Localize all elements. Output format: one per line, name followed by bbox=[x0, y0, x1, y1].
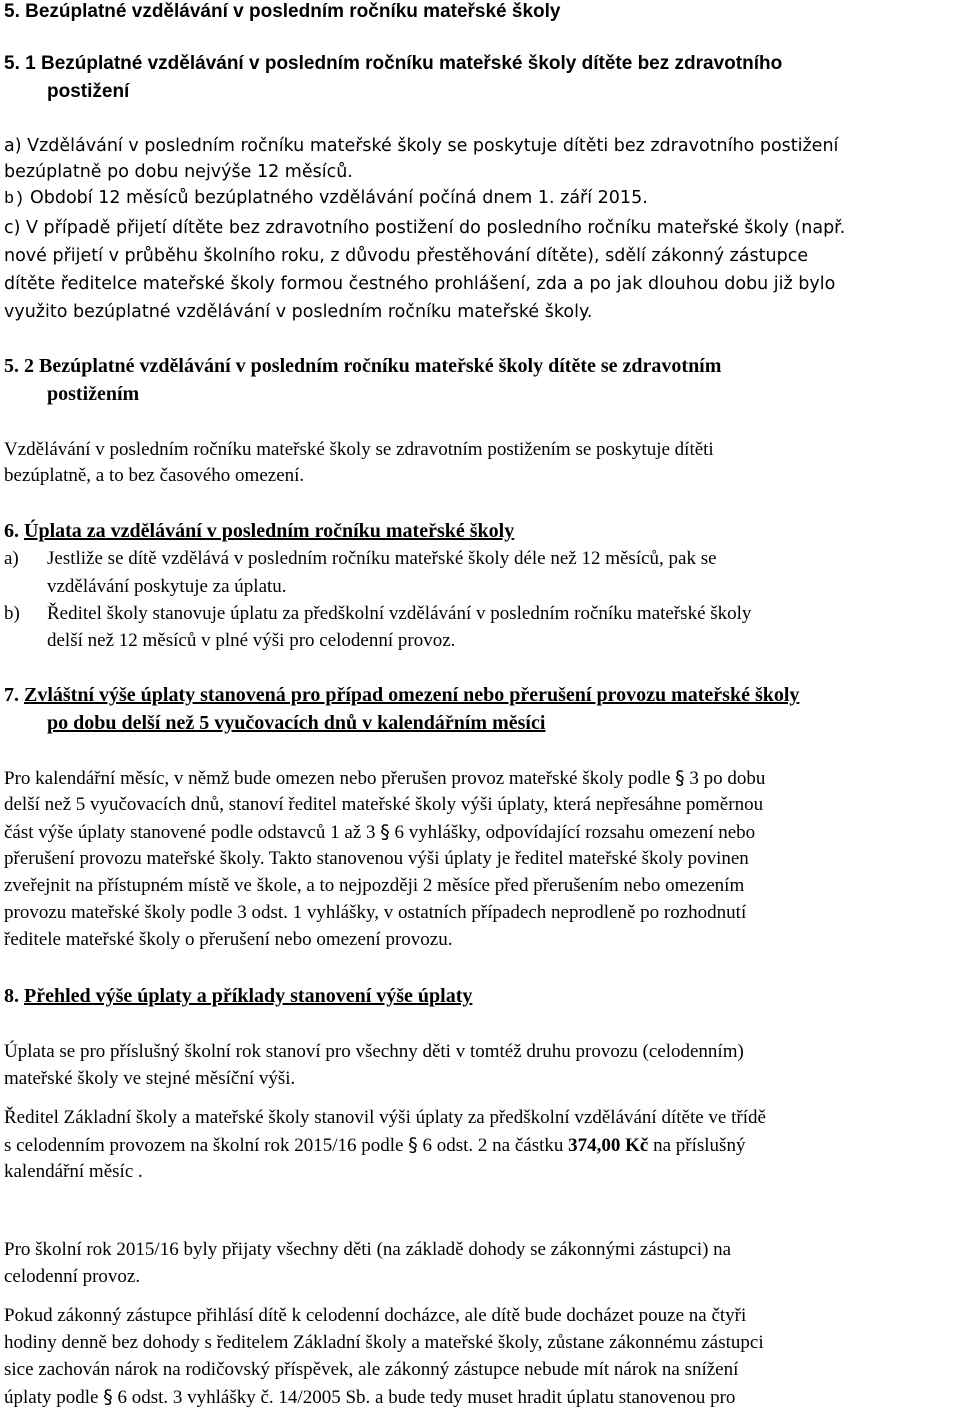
section-5-1-number: 5. 1 bbox=[4, 53, 41, 74]
item-5-1-c-line1: c) V případě přijetí dítěte bez zdravotního postižení do posledního ročníku mateřské školy (např. bbox=[4, 218, 846, 238]
section-8-p1-line1 bbox=[4, 1040, 956, 1064]
section-8-heading-text: Přehled výše úplaty a příklady stanovení výše úplaty bbox=[24, 985, 473, 1007]
section-5-2-paragraph-line2: bezúplatně, a to bez časového omezení. bbox=[4, 465, 305, 486]
section-7-line3-start: část výše úplaty stanovené podle odstavců 1 až 3 bbox=[4, 822, 381, 843]
section-5-2-heading-line2: postižením bbox=[47, 383, 140, 405]
section-7-paragraph-line4: přerušení provozu mateřské školy. Takto stanovenou výši úplaty je ředitel mateřské školy povinen bbox=[4, 848, 749, 869]
section-8-p2-line2-end: na příslušný bbox=[648, 1135, 746, 1156]
item-5-1-c-line2: nové přijetí v průběhu školního roku, z důvodu přestěhování dítěte), sdělí zákonný zástupce bbox=[4, 246, 809, 266]
item-5-1-a-line1: a) Vzdělávání v posledním ročníku mateřské školy se poskytuje dítěti bez zdravotního postižení bbox=[4, 136, 839, 156]
section-5-2-heading-line1: 2 Bezúplatné vzdělávání v posledním ročníku mateřské školy dítěte se zdravotním bbox=[24, 355, 722, 377]
section-8-p4-line2: hodiny denně bez dohody s ředitelem Základní školy a mateřské školy, zůstane zákonnému zástupci bbox=[4, 1332, 764, 1353]
section-5-2-number: 5. bbox=[4, 355, 24, 377]
section-6-heading-text: Úplata za vzdělávání v posledním ročníku mateřské školy bbox=[24, 520, 515, 542]
section-8-p4-line1: Pokud zákonný zástupce přihlásí dítě k celodenní docházce, ale dítě bude docházet pouze na čtyři bbox=[4, 1305, 747, 1326]
section-7-heading-line1: Zvláštní výše úplaty stanovená pro případ omezení nebo přerušení provozu mateřské školy bbox=[24, 684, 800, 706]
section-8-p2-line2-start: s celodenním provozem na školní rok 2015/16 podle bbox=[4, 1135, 409, 1156]
item-6-a-line1: Jestliže se dítě vzdělává v posledním ročníku mateřské školy déle než 12 měsíců, pak se bbox=[47, 548, 717, 569]
item-6-a-line2: vzdělávání poskytuje za úplatu. bbox=[47, 576, 287, 597]
section-5-2-paragraph-line1: Vzdělávání v posledním ročníku mateřské školy se zdravotním postižením se poskytuje dítěti bbox=[4, 439, 714, 460]
item-6-b-line1: Ředitel školy stanovuje úplatu za předškolní vzdělávání v posledním ročníku mateřské školy bbox=[47, 603, 752, 624]
section-5-1-heading-line1: Bezúplatné vzdělávání v posledním ročníku mateřské školy dítěte bez zdravotního bbox=[40, 53, 783, 74]
section-sign: § bbox=[380, 821, 390, 843]
section-8-p4-line4-end: 6 odst. 3 vyhlášky č. 14/2005 Sb. a bude tedy muset hradit úplatu stanovenou pro bbox=[112, 1387, 736, 1408]
section-8-p1-line2: mateřské školy ve stejné měsíční výši. bbox=[4, 1068, 296, 1089]
section-5-2-heading bbox=[4, 354, 721, 378]
section-7-paragraph-line7: ředitele mateřské školy o přerušení nebo omezení provozu. bbox=[4, 929, 453, 950]
section-7-line3-end: 6 vyhlášky, odpovídající rozsahu omezení nebo bbox=[389, 822, 756, 843]
section-sign: § bbox=[408, 1134, 418, 1156]
section-8-p1-line1-text: Úplata se pro příslušný školní rok stanoví pro všechny děti v tomtéž druhu provozu (celodenním) bbox=[4, 1041, 744, 1062]
section-7-paragraph-line2: delší než 5 vyučovacích dnů, stanoví ředitel mateřské školy výši úplaty, která nepřesáhne poměrnou bbox=[4, 794, 764, 815]
section-6-number: 6. bbox=[4, 520, 24, 542]
section-8-p2-line2 bbox=[4, 1133, 745, 1158]
item-5-1-b-text: Období 12 měsíců bezúplatného vzdělávání počíná dnem 1. září 2015. bbox=[24, 188, 648, 208]
section-8-p2-line3: kalendářní měsíc . bbox=[4, 1161, 143, 1182]
section-7-paragraph-line5: zveřejnit na přístupném místě ve škole, a to nejpozději 2 měsíce před přerušením nebo omezením bbox=[4, 875, 745, 896]
item-6-b-marker: b) bbox=[4, 603, 20, 624]
item-6-b-line2: delší než 12 měsíců v plné výši pro celodenní provoz. bbox=[47, 630, 456, 651]
section-8-p3-line2: celodenní provoz. bbox=[4, 1266, 141, 1287]
section-8-p4-line4-start: úplaty podle bbox=[4, 1387, 104, 1408]
item-5-1-c-line3: dítěte ředitelce mateřské školy formou čestného prohlášení, zda a po jak dlouhou dobu již bylo bbox=[4, 274, 836, 294]
section-7-line1-start: Pro kalendářní měsíc, v němž bude omezen nebo přerušen provoz mateřské školy podle bbox=[4, 768, 676, 789]
section-7-heading-line2 bbox=[47, 711, 545, 735]
item-5-1-c-line4: využito bezúplatné vzdělávání v posledním ročníku mateřské školy. bbox=[4, 302, 593, 322]
section-5-title: 5. Bezúplatné vzdělávání v posledním ročníku mateřské školy bbox=[4, 1, 561, 22]
fee-amount: 374,00 Kč bbox=[568, 1135, 649, 1156]
section-7-line1-end: 3 po dobu bbox=[684, 768, 766, 789]
item-6-a-marker: a) bbox=[4, 548, 19, 569]
item-5-1-b bbox=[4, 186, 648, 212]
section-8-p4-line4 bbox=[4, 1385, 735, 1410]
section-8-p4-line3: sice zachován nárok na rodičovský příspěvek, ale zákonný zástupce nebude mít nárok na snížení bbox=[4, 1359, 739, 1380]
item-5-1-a-line2: bezúplatně po dobu nejvýše 12 měsíců. bbox=[4, 162, 353, 182]
section-5-1-heading bbox=[4, 52, 782, 76]
section-sign: § bbox=[675, 767, 685, 789]
section-8-p2-line1: Ředitel Základní školy a mateřské školy stanovil výši úplaty za předškolní vzdělávání dítěte ve třídě bbox=[4, 1107, 766, 1128]
section-8-p2-line2-mid: 6 odst. 2 na částku bbox=[417, 1135, 569, 1156]
section-8-number: 8. bbox=[4, 985, 24, 1007]
section-sign: § bbox=[103, 1386, 113, 1408]
section-6-heading bbox=[4, 519, 514, 543]
section-7-heading bbox=[4, 683, 799, 707]
section-7-number: 7. bbox=[4, 684, 24, 706]
item-5-1-b-marker: b) bbox=[4, 190, 25, 209]
section-7-paragraph-line3 bbox=[4, 820, 755, 845]
section-8-heading bbox=[4, 984, 472, 1008]
section-7-heading-line2-text: po dobu delší než 5 vyučovacích dnů v kalendářním měsíci bbox=[47, 712, 546, 734]
section-8-p3-line1: Pro školní rok 2015/16 byly přijaty všechny děti (na základě dohody se zákonnými zástupci) na bbox=[4, 1239, 732, 1260]
section-5-1-heading-line2: postižení bbox=[47, 81, 130, 102]
section-7-paragraph-line1 bbox=[4, 766, 765, 791]
section-7-paragraph-line6: provozu mateřské školy podle 3 odst. 1 vyhlášky, v ostatních případech neprodleně po rozhodnutí bbox=[4, 902, 747, 923]
